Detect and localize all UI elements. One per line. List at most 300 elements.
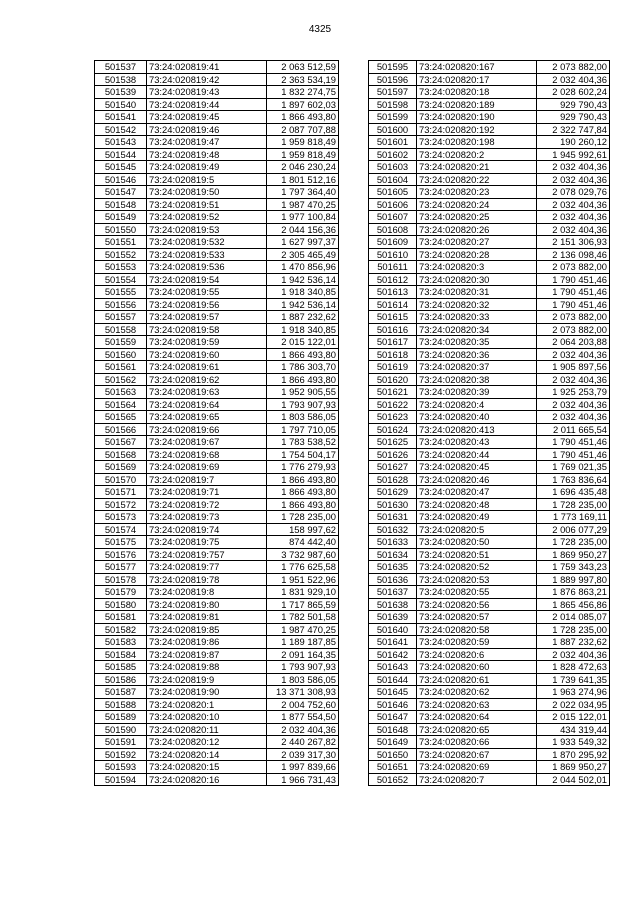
cadastral-number: 73:24:020819:5 <box>147 173 267 186</box>
cadastral-value: 1 790 451,46 <box>537 273 610 286</box>
cadastral-number: 73:24:020820:31 <box>417 286 537 299</box>
row-number: 501559 <box>95 336 147 349</box>
cadastral-value: 1 790 451,46 <box>537 298 610 311</box>
row-number: 501621 <box>369 386 417 399</box>
cadastral-number: 73:24:020820:7 <box>417 773 537 786</box>
cadastral-number: 73:24:020819:757 <box>147 548 267 561</box>
row-number: 501560 <box>95 348 147 361</box>
cadastral-number: 73:24:020820:47 <box>417 486 537 499</box>
table-row <box>369 661 610 674</box>
cadastral-value: 434 319,44 <box>537 723 610 736</box>
cadastral-number: 73:24:020819:57 <box>147 311 267 324</box>
table-row <box>369 723 610 736</box>
cadastral-number: 73:24:020820:4 <box>417 398 537 411</box>
cadastral-number: 73:24:020820:36 <box>417 348 537 361</box>
row-number: 501634 <box>369 548 417 561</box>
table-row <box>369 436 610 449</box>
cadastral-number: 73:24:020819:85 <box>147 623 267 636</box>
cadastral-value: 2 032 404,36 <box>537 173 610 186</box>
row-number: 501586 <box>95 673 147 686</box>
cadastral-number: 73:24:020819:74 <box>147 523 267 536</box>
row-number: 501646 <box>369 698 417 711</box>
table-row <box>369 448 610 461</box>
cadastral-number: 73:24:020819:42 <box>147 73 267 86</box>
cadastral-number: 73:24:020819:65 <box>147 411 267 424</box>
table-row <box>369 373 610 386</box>
cadastral-number: 73:24:020819:60 <box>147 348 267 361</box>
cadastral-number: 73:24:020820:44 <box>417 448 537 461</box>
cadastral-value: 2 151 306,93 <box>537 236 610 249</box>
table-row <box>369 736 610 749</box>
row-number: 501650 <box>369 748 417 761</box>
table-row <box>95 361 339 374</box>
cadastral-value: 2 011 665,54 <box>537 423 610 436</box>
cadastral-value: 1 754 504,17 <box>267 448 339 461</box>
table-row <box>369 761 610 774</box>
table-row <box>95 336 339 349</box>
cadastral-number: 73:24:020820:52 <box>417 561 537 574</box>
row-number: 501605 <box>369 186 417 199</box>
cadastral-number: 73:24:020819:72 <box>147 498 267 511</box>
cadastral-number: 73:24:020820:26 <box>417 223 537 236</box>
cadastral-number: 73:24:020819:62 <box>147 373 267 386</box>
row-number: 501547 <box>95 186 147 199</box>
cadastral-number: 73:24:020819:45 <box>147 111 267 124</box>
cadastral-value: 2 073 882,00 <box>537 261 610 274</box>
cadastral-value: 1 769 021,35 <box>537 461 610 474</box>
cadastral-value: 1 987 470,25 <box>267 198 339 211</box>
cadastral-value: 1 790 451,46 <box>537 436 610 449</box>
table-row <box>95 61 339 74</box>
row-number: 501561 <box>95 361 147 374</box>
cadastral-number: 73:24:020819:66 <box>147 423 267 436</box>
table-row <box>369 136 610 149</box>
row-number: 501607 <box>369 211 417 224</box>
cadastral-value: 2 032 404,36 <box>537 161 610 174</box>
table-row <box>369 648 610 661</box>
row-number: 501594 <box>95 773 147 786</box>
table-row <box>95 711 339 724</box>
cadastral-number: 73:24:020819:54 <box>147 273 267 286</box>
row-number: 501613 <box>369 286 417 299</box>
cadastral-value: 2 032 404,36 <box>537 73 610 86</box>
table-row <box>369 286 610 299</box>
row-number: 501582 <box>95 623 147 636</box>
cadastral-number: 73:24:020820:38 <box>417 373 537 386</box>
cadastral-number: 73:24:020819:47 <box>147 136 267 149</box>
cadastral-value: 2 032 404,36 <box>267 723 339 736</box>
table-row <box>369 398 610 411</box>
cadastral-number: 73:24:020820:30 <box>417 273 537 286</box>
table-row <box>369 573 610 586</box>
cadastral-value: 1 905 897,56 <box>537 361 610 374</box>
table-row <box>369 498 610 511</box>
cadastral-value: 1 728 235,00 <box>537 536 610 549</box>
row-number: 501565 <box>95 411 147 424</box>
cadastral-number: 73:24:020820:5 <box>417 523 537 536</box>
row-number: 501614 <box>369 298 417 311</box>
table-row <box>369 161 610 174</box>
row-number: 501609 <box>369 236 417 249</box>
cadastral-value: 3 732 987,60 <box>267 548 339 561</box>
cadastral-value: 1 739 641,35 <box>537 673 610 686</box>
table-row <box>369 298 610 311</box>
cadastral-value: 1 870 295,92 <box>537 748 610 761</box>
cadastral-number: 73:24:020820:35 <box>417 336 537 349</box>
table-row <box>95 586 339 599</box>
cadastral-value: 1 889 997,80 <box>537 573 610 586</box>
table-row <box>369 248 610 261</box>
table-row <box>95 448 339 461</box>
cadastral-number: 73:24:020819:44 <box>147 98 267 111</box>
table-row <box>369 261 610 274</box>
table-row <box>95 73 339 86</box>
cadastral-value: 1 987 470,25 <box>267 623 339 636</box>
row-number: 501558 <box>95 323 147 336</box>
cadastral-value: 2 044 502,01 <box>537 773 610 786</box>
row-number: 501585 <box>95 661 147 674</box>
cadastral-value: 1 728 235,00 <box>537 498 610 511</box>
table-row <box>95 111 339 124</box>
cadastral-number: 73:24:020819:88 <box>147 661 267 674</box>
table-row <box>369 698 610 711</box>
row-number: 501573 <box>95 511 147 524</box>
cadastral-number: 73:24:020819:59 <box>147 336 267 349</box>
table-row <box>95 636 339 649</box>
cadastral-number: 73:24:020819:52 <box>147 211 267 224</box>
cadastral-value: 1 866 493,80 <box>267 348 339 361</box>
table-row <box>369 98 610 111</box>
table-row <box>95 186 339 199</box>
row-number: 501633 <box>369 536 417 549</box>
cadastral-value: 1 877 554,50 <box>267 711 339 724</box>
table-row <box>95 211 339 224</box>
row-number: 501645 <box>369 686 417 699</box>
row-number: 501627 <box>369 461 417 474</box>
table-row <box>95 623 339 636</box>
table-row <box>95 123 339 136</box>
table-row <box>369 223 610 236</box>
cadastral-number: 73:24:020820:6 <box>417 648 537 661</box>
cadastral-value: 1 866 493,80 <box>267 373 339 386</box>
cadastral-value: 1 866 493,80 <box>267 473 339 486</box>
row-number: 501587 <box>95 686 147 699</box>
cadastral-value: 1 925 253,79 <box>537 386 610 399</box>
cadastral-number: 73:24:020820:55 <box>417 586 537 599</box>
table-row <box>95 173 339 186</box>
cadastral-number: 73:24:020819:71 <box>147 486 267 499</box>
cadastral-value: 2 046 230,24 <box>267 161 339 174</box>
cadastral-value: 2 032 404,36 <box>537 398 610 411</box>
row-number: 501570 <box>95 473 147 486</box>
table-row <box>95 573 339 586</box>
row-number: 501618 <box>369 348 417 361</box>
row-number: 501620 <box>369 373 417 386</box>
table-row <box>369 273 610 286</box>
cadastral-number: 73:24:020819:7 <box>147 473 267 486</box>
row-number: 501562 <box>95 373 147 386</box>
row-number: 501578 <box>95 573 147 586</box>
cadastral-number: 73:24:020820:62 <box>417 686 537 699</box>
cadastral-number: 73:24:020820:61 <box>417 673 537 686</box>
table-row <box>369 536 610 549</box>
row-number: 501603 <box>369 161 417 174</box>
cadastral-value: 1 759 343,23 <box>537 561 610 574</box>
cadastral-number: 73:24:020820:39 <box>417 386 537 399</box>
cadastral-number: 73:24:020819:77 <box>147 561 267 574</box>
cadastral-value: 1 866 493,80 <box>267 111 339 124</box>
cadastral-value: 1 470 856,96 <box>267 261 339 274</box>
row-number: 501622 <box>369 398 417 411</box>
row-number: 501589 <box>95 711 147 724</box>
cadastral-number: 73:24:020820:60 <box>417 661 537 674</box>
cadastral-number: 73:24:020820:58 <box>417 623 537 636</box>
cadastral-value: 1 866 493,80 <box>267 486 339 499</box>
cadastral-number: 73:24:020820:53 <box>417 573 537 586</box>
cadastral-value: 1 783 538,52 <box>267 436 339 449</box>
row-number: 501539 <box>95 86 147 99</box>
cadastral-number: 73:24:020820:49 <box>417 511 537 524</box>
cadastral-value: 1 869 950,27 <box>537 761 610 774</box>
cadastral-value: 1 945 992,61 <box>537 148 610 161</box>
table-row <box>95 323 339 336</box>
cadastral-number: 73:24:020820:65 <box>417 723 537 736</box>
cadastral-value: 13 371 308,93 <box>267 686 339 699</box>
table-row <box>369 111 610 124</box>
cadastral-number: 73:24:020820:1 <box>147 698 267 711</box>
cadastral-number: 73:24:020820:16 <box>147 773 267 786</box>
cadastral-number: 73:24:020820:50 <box>417 536 537 549</box>
table-row <box>369 636 610 649</box>
table-row <box>95 411 339 424</box>
table-row <box>369 686 610 699</box>
cadastral-number: 73:24:020820:189 <box>417 98 537 111</box>
cadastral-number: 73:24:020820:28 <box>417 248 537 261</box>
row-number: 501619 <box>369 361 417 374</box>
cadastral-value: 1 942 536,14 <box>267 273 339 286</box>
row-number: 501537 <box>95 61 147 74</box>
cadastral-number: 73:24:020820:59 <box>417 636 537 649</box>
cadastral-number: 73:24:020820:22 <box>417 173 537 186</box>
row-number: 501542 <box>95 123 147 136</box>
row-number: 501553 <box>95 261 147 274</box>
cadastral-number: 73:24:020820:11 <box>147 723 267 736</box>
row-number: 501577 <box>95 561 147 574</box>
row-number: 501557 <box>95 311 147 324</box>
cadastral-value: 874 442,40 <box>267 536 339 549</box>
table-row <box>95 298 339 311</box>
row-number: 501592 <box>95 748 147 761</box>
row-number: 501572 <box>95 498 147 511</box>
cadastral-value: 1 918 340,85 <box>267 323 339 336</box>
table-row <box>95 773 339 786</box>
table-row <box>369 586 610 599</box>
cadastral-value: 1 963 274,96 <box>537 686 610 699</box>
cadastral-value: 1 763 836,64 <box>537 473 610 486</box>
cadastral-value: 1 918 340,85 <box>267 286 339 299</box>
cadastral-number: 73:24:020819:80 <box>147 598 267 611</box>
row-number: 501639 <box>369 611 417 624</box>
right-table <box>368 60 610 786</box>
row-number: 501610 <box>369 248 417 261</box>
table-row <box>95 161 339 174</box>
row-number: 501647 <box>369 711 417 724</box>
table-row <box>95 486 339 499</box>
cadastral-value: 2 136 098,46 <box>537 248 610 261</box>
cadastral-value: 2 032 404,36 <box>537 411 610 424</box>
table-row <box>369 348 610 361</box>
cadastral-value: 2 073 882,00 <box>537 61 610 74</box>
cadastral-value: 2 032 404,36 <box>537 198 610 211</box>
cadastral-number: 73:24:020819:78 <box>147 573 267 586</box>
cadastral-number: 73:24:020820:57 <box>417 611 537 624</box>
cadastral-value: 1 959 818,49 <box>267 136 339 149</box>
cadastral-number: 73:24:020820:43 <box>417 436 537 449</box>
cadastral-number: 73:24:020819:64 <box>147 398 267 411</box>
row-number: 501597 <box>369 86 417 99</box>
cadastral-number: 73:24:020819:533 <box>147 248 267 261</box>
cadastral-value: 1 997 839,66 <box>267 761 339 774</box>
cadastral-value: 2 032 404,36 <box>537 648 610 661</box>
cadastral-value: 1 803 586,05 <box>267 411 339 424</box>
cadastral-value: 1 951 522,96 <box>267 573 339 586</box>
table-row <box>95 686 339 699</box>
table-row <box>95 248 339 261</box>
cadastral-number: 73:24:020820:18 <box>417 86 537 99</box>
cadastral-value: 2 363 534,19 <box>267 73 339 86</box>
cadastral-value: 1 790 451,46 <box>537 286 610 299</box>
row-number: 501623 <box>369 411 417 424</box>
cadastral-value: 929 790,43 <box>537 98 610 111</box>
cadastral-value: 1 793 907,93 <box>267 661 339 674</box>
cadastral-number: 73:24:020820:33 <box>417 311 537 324</box>
cadastral-value: 1 887 232,62 <box>537 636 610 649</box>
cadastral-number: 73:24:020820:27 <box>417 236 537 249</box>
cadastral-number: 73:24:020819:9 <box>147 673 267 686</box>
row-number: 501601 <box>369 136 417 149</box>
cadastral-value: 2 063 512,59 <box>267 61 339 74</box>
cadastral-number: 73:24:020820:25 <box>417 211 537 224</box>
table-row <box>95 286 339 299</box>
cadastral-number: 73:24:020819:49 <box>147 161 267 174</box>
row-number: 501543 <box>95 136 147 149</box>
row-number: 501563 <box>95 386 147 399</box>
cadastral-number: 73:24:020819:73 <box>147 511 267 524</box>
cadastral-value: 1 728 235,00 <box>267 511 339 524</box>
table-row <box>369 623 610 636</box>
cadastral-number: 73:24:020820:12 <box>147 736 267 749</box>
row-number: 501624 <box>369 423 417 436</box>
table-row <box>95 261 339 274</box>
table-row <box>95 373 339 386</box>
row-number: 501549 <box>95 211 147 224</box>
row-number: 501612 <box>369 273 417 286</box>
cadastral-number: 73:24:020820:63 <box>417 698 537 711</box>
row-number: 501580 <box>95 598 147 611</box>
cadastral-number: 73:24:020819:46 <box>147 123 267 136</box>
table-row <box>369 323 610 336</box>
row-number: 501575 <box>95 536 147 549</box>
row-number: 501641 <box>369 636 417 649</box>
cadastral-number: 73:24:020819:68 <box>147 448 267 461</box>
cadastral-value: 1 793 907,93 <box>267 398 339 411</box>
cadastral-value: 2 032 404,36 <box>537 223 610 236</box>
table-row <box>369 561 610 574</box>
row-number: 501651 <box>369 761 417 774</box>
table-row <box>95 273 339 286</box>
table-row <box>369 748 610 761</box>
table-row <box>95 598 339 611</box>
row-number: 501635 <box>369 561 417 574</box>
row-number: 501648 <box>369 723 417 736</box>
row-number: 501579 <box>95 586 147 599</box>
cadastral-value: 2 440 267,82 <box>267 736 339 749</box>
row-number: 501632 <box>369 523 417 536</box>
table-row <box>95 736 339 749</box>
cadastral-number: 73:24:020819:53 <box>147 223 267 236</box>
cadastral-value: 1 803 586,05 <box>267 673 339 686</box>
table-row <box>95 548 339 561</box>
cadastral-value: 1 832 274,75 <box>267 86 339 99</box>
cadastral-value: 1 627 997,37 <box>267 236 339 249</box>
row-number: 501581 <box>95 611 147 624</box>
cadastral-number: 73:24:020820:198 <box>417 136 537 149</box>
table-row <box>369 311 610 324</box>
cadastral-value: 1 786 303,70 <box>267 361 339 374</box>
table-row <box>369 173 610 186</box>
cadastral-number: 73:24:020820:66 <box>417 736 537 749</box>
cadastral-value: 1 887 232,62 <box>267 311 339 324</box>
row-number: 501593 <box>95 761 147 774</box>
cadastral-number: 73:24:020820:48 <box>417 498 537 511</box>
cadastral-value: 2 015 122,01 <box>267 336 339 349</box>
cadastral-value: 1 828 472,63 <box>537 661 610 674</box>
row-number: 501631 <box>369 511 417 524</box>
row-number: 501555 <box>95 286 147 299</box>
cadastral-number: 73:24:020820:14 <box>147 748 267 761</box>
table-row <box>95 611 339 624</box>
cadastral-number: 73:24:020820:46 <box>417 473 537 486</box>
cadastral-number: 73:24:020820:56 <box>417 598 537 611</box>
table-row <box>95 511 339 524</box>
table-row <box>95 86 339 99</box>
row-number: 501625 <box>369 436 417 449</box>
cadastral-number: 73:24:020820:45 <box>417 461 537 474</box>
row-number: 501571 <box>95 486 147 499</box>
row-number: 501606 <box>369 198 417 211</box>
table-row <box>95 761 339 774</box>
row-number: 501628 <box>369 473 417 486</box>
table-row <box>95 473 339 486</box>
cadastral-number: 73:24:020819:56 <box>147 298 267 311</box>
table-row <box>95 348 339 361</box>
cadastral-number: 73:24:020819:81 <box>147 611 267 624</box>
cadastral-value: 1 869 950,27 <box>537 548 610 561</box>
row-number: 501538 <box>95 73 147 86</box>
cadastral-value: 2 022 034,95 <box>537 698 610 711</box>
table-row <box>95 98 339 111</box>
cadastral-value: 1 776 279,93 <box>267 461 339 474</box>
table-row <box>369 211 610 224</box>
row-number: 501599 <box>369 111 417 124</box>
row-number: 501608 <box>369 223 417 236</box>
row-number: 501640 <box>369 623 417 636</box>
row-number: 501569 <box>95 461 147 474</box>
row-number: 501649 <box>369 736 417 749</box>
table-row <box>95 673 339 686</box>
cadastral-number: 73:24:020820:32 <box>417 298 537 311</box>
cadastral-number: 73:24:020819:55 <box>147 286 267 299</box>
